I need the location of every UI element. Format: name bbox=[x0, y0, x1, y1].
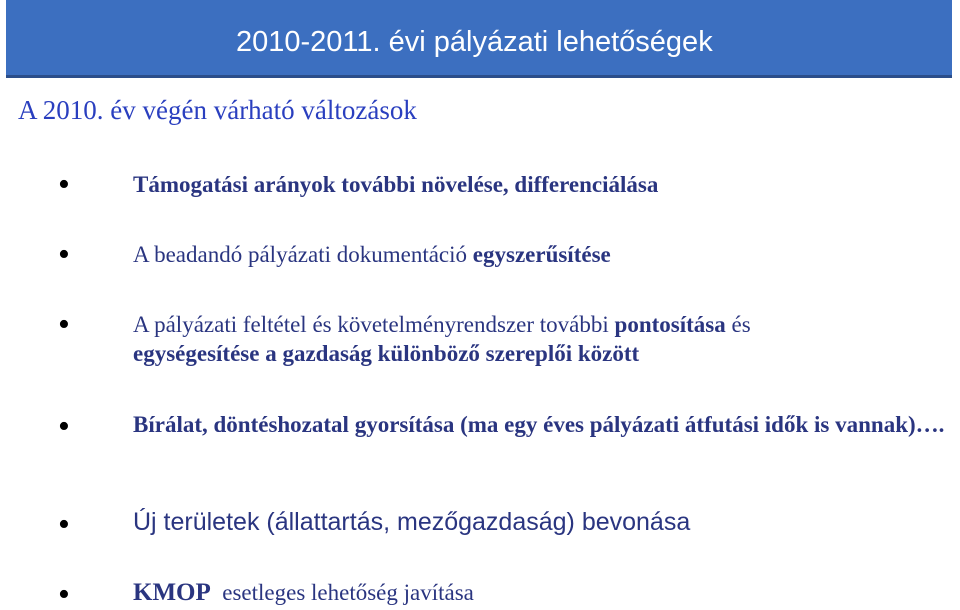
item-2-bold-text: egyszerűsítése bbox=[472, 242, 611, 267]
list-item-6 bbox=[133, 578, 948, 607]
slide-subtitle: A 2010. év végén várható változások bbox=[18, 95, 417, 125]
item-3-plain-text-2: és bbox=[725, 312, 751, 337]
item-4-bold-text: Bírálat, döntéshozatal gyorsítása (ma egy éves pályázati átfutási idők is vannak)…. bbox=[133, 412, 945, 437]
item-3-bold-text-1: pontosítása bbox=[614, 312, 726, 337]
slide-title: 2010-2011. évi pályázati lehetőségek bbox=[236, 26, 713, 58]
item-2-plain-text: A beadandó pályázati dokumentáció bbox=[133, 242, 473, 267]
list-item-5 bbox=[133, 508, 948, 537]
list-item-4 bbox=[133, 410, 953, 439]
item-6-bold-text: KMOP bbox=[133, 579, 211, 606]
bullet-icon: • bbox=[58, 236, 70, 273]
title-bar bbox=[6, 0, 952, 78]
list-item-1 bbox=[133, 170, 948, 199]
list-item-2 bbox=[133, 240, 948, 269]
bullet-icon: • bbox=[58, 306, 70, 343]
list-item-3 bbox=[133, 310, 948, 368]
bullet-icon: • bbox=[58, 408, 70, 445]
bullet-icon: • bbox=[58, 166, 70, 203]
item-1-bold-text: Támogatási arányok további növelése, differenciálása bbox=[133, 172, 659, 197]
item-5-plain-text: Új területek (állattartás, mezőgazdaság) bevonása bbox=[133, 508, 691, 536]
bullet-icon: • bbox=[58, 506, 70, 543]
item-6-plain-text: esetleges lehetőség javítása bbox=[210, 580, 474, 605]
item-3-bold-text-2: egységesítése a gazdaság különböző szereplői között bbox=[133, 341, 640, 366]
bullet-icon: • bbox=[58, 576, 70, 610]
item-3-plain-text-1: A pályázati feltétel és követelményrendszer további bbox=[133, 312, 615, 337]
